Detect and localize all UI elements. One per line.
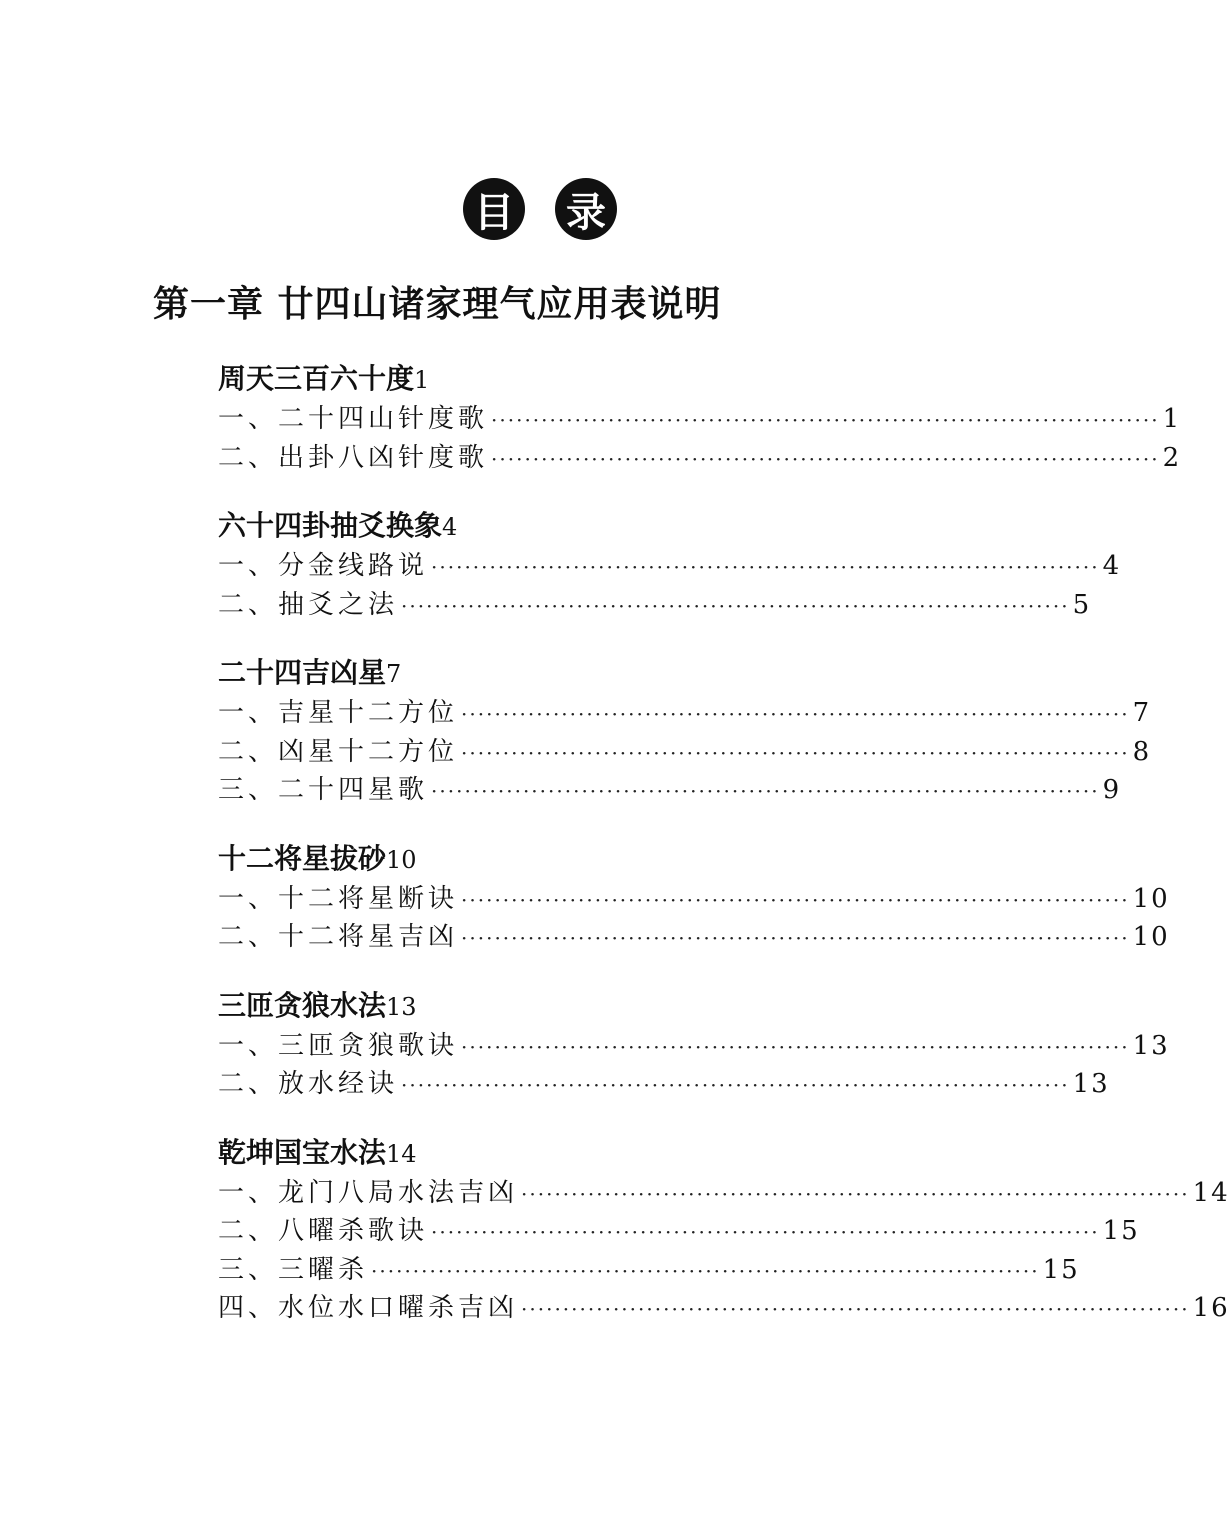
- toc-entry-label: 三、二十四星歌: [218, 775, 429, 805]
- toc-entry-label: 二、八曜杀歌诀: [218, 1216, 429, 1246]
- toc-entry-page: 9: [1102, 775, 1122, 805]
- section-heading-page: 1: [414, 366, 430, 394]
- toc-entry-label: 二、出卦八凶针度歌: [218, 442, 489, 473]
- toc-entry-page: 13: [1132, 1030, 1170, 1061]
- toc-entry[interactable]: [218, 1212, 1140, 1251]
- toc-entry-page: 10: [1132, 883, 1170, 914]
- leader-dots: ················································································: [401, 593, 1070, 618]
- toc-entry-page: 15: [1102, 1216, 1140, 1246]
- toc-section: [218, 358, 1182, 477]
- toc-entry-page: 14: [1192, 1177, 1230, 1208]
- section-heading-page: 14: [386, 1139, 417, 1168]
- section-heading-text: 周天三百六十度: [218, 362, 415, 395]
- toc-entry[interactable]: [218, 880, 1170, 919]
- section-heading[interactable]: [218, 505, 950, 547]
- section-heading-page: 7: [386, 660, 402, 688]
- leader-dots: ················································································: [461, 926, 1130, 950]
- section-heading-text: 乾坤国宝水法: [218, 1135, 387, 1169]
- toc-entry-label: 三、三曜杀: [218, 1254, 369, 1285]
- leader-dots: ················································································: [461, 702, 1130, 726]
- toc-entry-page: 1: [1162, 404, 1182, 434]
- section-heading-page: 13: [386, 992, 417, 1021]
- toc-section: [218, 652, 1152, 810]
- leader-dots: ················································································: [461, 887, 1130, 912]
- toc-entry[interactable]: [218, 547, 1122, 586]
- toc-entry-page: 7: [1132, 698, 1152, 728]
- toc-entry-label: 二、抽爻之法: [218, 589, 399, 620]
- table-of-contents: [218, 358, 1230, 1356]
- section-heading-text: 六十四卦抽爻换象: [218, 509, 443, 542]
- chapter-title: 第一章 廿四山诸家理气应用表说明: [153, 284, 722, 325]
- leader-dots: ················································································: [431, 779, 1100, 803]
- toc-section: [218, 1132, 1230, 1328]
- toc-section: [218, 985, 1170, 1104]
- toc-entry-page: 15: [1042, 1254, 1080, 1285]
- toc-entry-page: 13: [1072, 1069, 1110, 1099]
- toc-entry-label: 一、分金线路说: [218, 551, 429, 581]
- toc-section: [218, 838, 1170, 957]
- section-heading[interactable]: [218, 358, 950, 400]
- toc-entry[interactable]: [218, 1174, 1230, 1213]
- toc-entry-label: 二、放水经诀: [218, 1069, 399, 1099]
- toc-title: [0, 178, 1080, 240]
- toc-entry[interactable]: [218, 439, 1182, 478]
- leader-dots: ················································································: [521, 1181, 1190, 1206]
- toc-entry-page: 5: [1072, 589, 1092, 620]
- toc-entry-label: 一、三匝贪狼歌诀: [218, 1030, 459, 1061]
- toc-entry-label: 一、十二将星断诀: [218, 883, 459, 914]
- toc-entry[interactable]: [218, 1251, 1080, 1290]
- section-heading[interactable]: [218, 652, 950, 694]
- toc-entry-page: 2: [1162, 442, 1182, 473]
- toc-title-char: 目: [463, 178, 525, 240]
- toc-entry-label: 一、吉星十二方位: [218, 698, 459, 728]
- leader-dots: ················································································: [401, 1073, 1070, 1097]
- leader-dots: ················································································: [521, 1297, 1190, 1321]
- toc-entry[interactable]: [218, 918, 1170, 957]
- toc-entry[interactable]: [218, 771, 1122, 810]
- leader-dots: ················································································: [371, 1258, 1040, 1283]
- toc-title-char: 录: [555, 178, 617, 240]
- leader-dots: ················································································: [491, 446, 1160, 471]
- toc-section: [218, 505, 1122, 624]
- leader-dots: ················································································: [461, 740, 1130, 765]
- toc-entry-label: 二、凶星十二方位: [218, 736, 459, 767]
- section-heading-page: 10: [386, 845, 417, 874]
- leader-dots: ················································································: [491, 408, 1160, 432]
- toc-entry[interactable]: [218, 400, 1182, 439]
- section-heading[interactable]: [218, 1132, 950, 1174]
- leader-dots: ················································································: [431, 1220, 1100, 1244]
- toc-entry-page: 16: [1192, 1293, 1230, 1323]
- toc-entry-page: 10: [1132, 922, 1170, 952]
- section-heading-text: 三匝贪狼水法: [218, 988, 387, 1022]
- toc-entry[interactable]: [218, 1065, 1110, 1104]
- toc-entry-page: 4: [1102, 551, 1122, 581]
- toc-entry-page: 8: [1132, 736, 1152, 767]
- toc-entry[interactable]: [218, 733, 1152, 772]
- toc-entry[interactable]: [218, 1027, 1170, 1066]
- toc-entry[interactable]: [218, 1289, 1230, 1328]
- toc-entry[interactable]: [218, 586, 1092, 625]
- section-heading[interactable]: [218, 985, 950, 1027]
- toc-entry[interactable]: [218, 694, 1152, 733]
- section-heading[interactable]: [218, 838, 950, 880]
- toc-entry-label: 四、水位水口曜杀吉凶: [218, 1293, 519, 1323]
- toc-entry-label: 一、龙门八局水法吉凶: [218, 1177, 519, 1208]
- section-heading-text: 十二将星拔砂: [218, 841, 387, 875]
- leader-dots: ················································································: [431, 555, 1100, 579]
- section-heading-page: 4: [442, 513, 458, 541]
- leader-dots: ················································································: [461, 1034, 1130, 1059]
- toc-entry-label: 二、十二将星吉凶: [218, 922, 459, 952]
- section-heading-text: 二十四吉凶星: [218, 656, 387, 689]
- toc-entry-label: 一、二十四山针度歌: [218, 404, 489, 434]
